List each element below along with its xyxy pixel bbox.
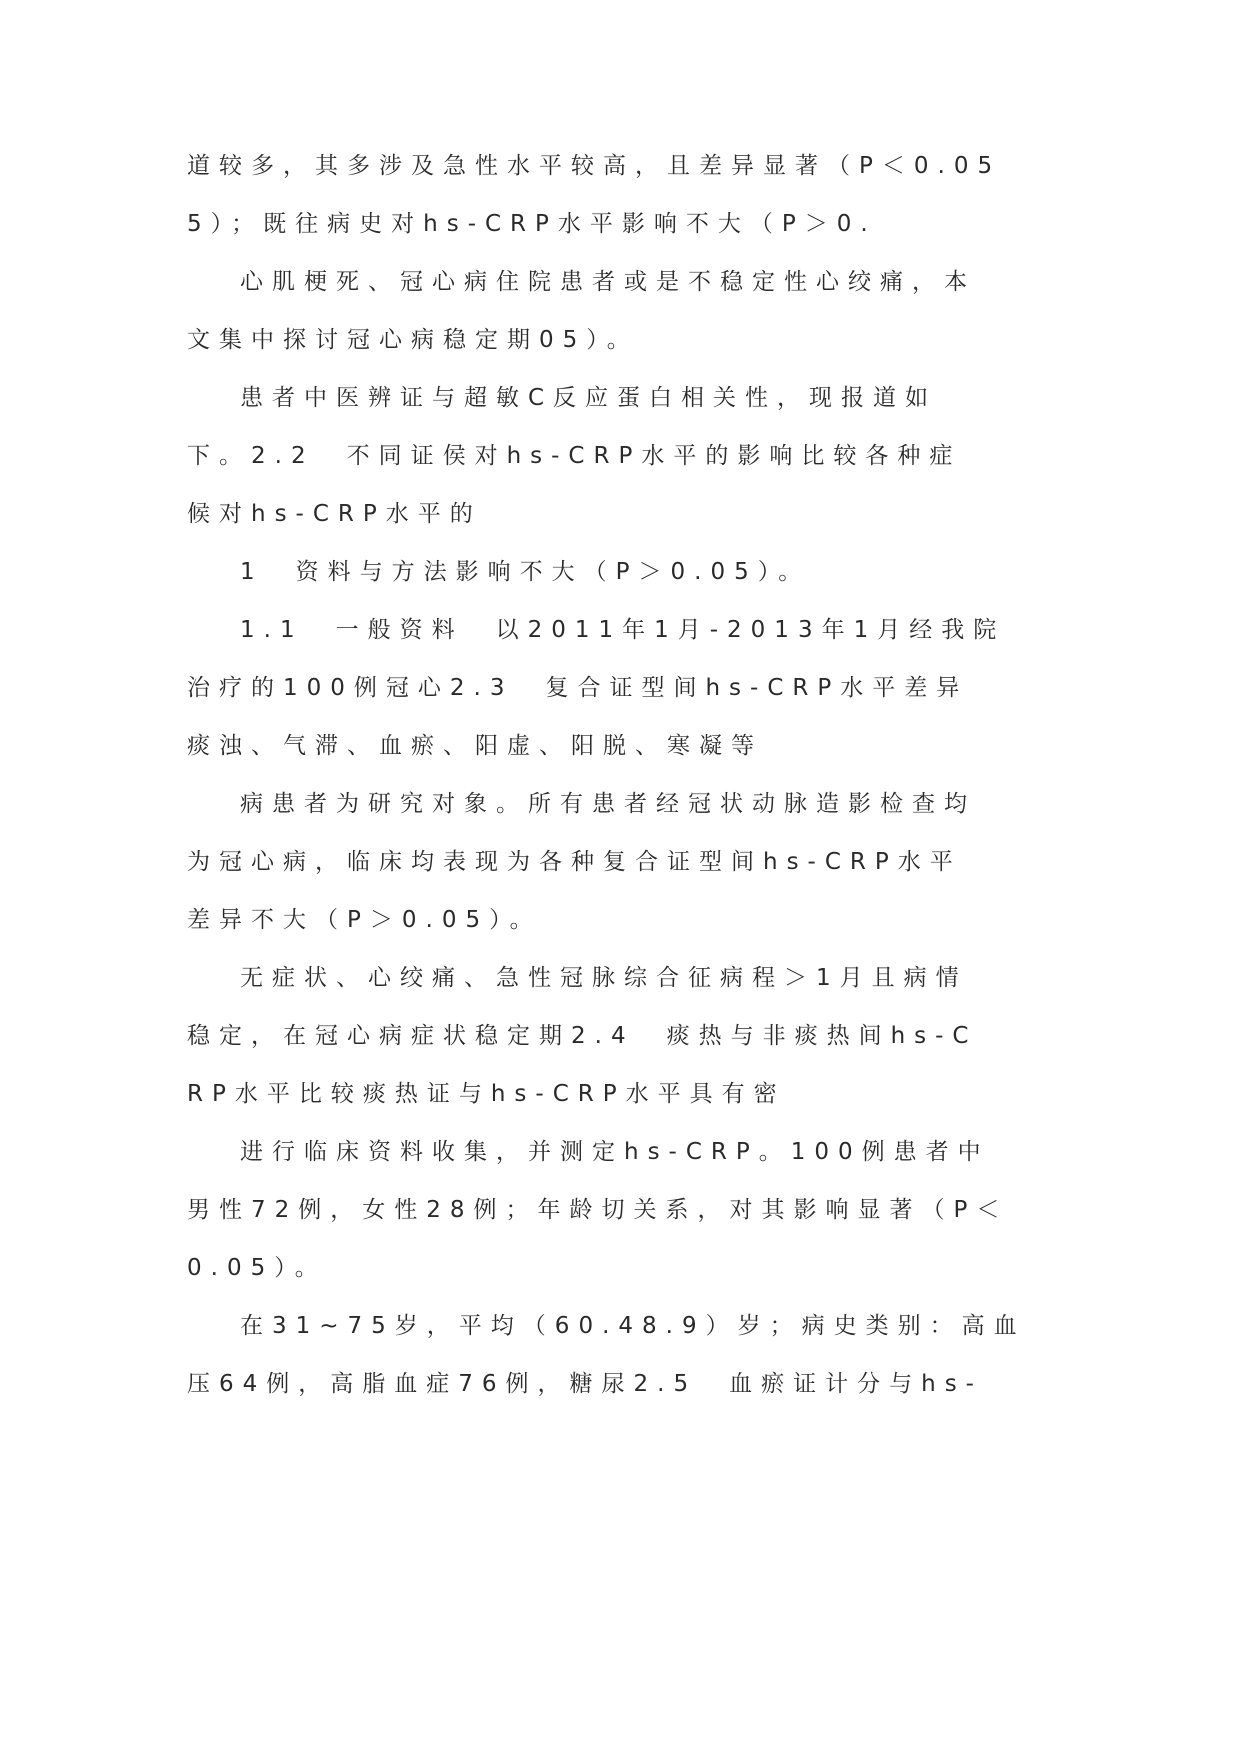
text-line: 5）；既往病史对hs-CRP水平影响不大（P＞0. [187, 211, 877, 237]
text-line: 1 资料与方法影响不大（P＞0.05）。 [240, 559, 811, 585]
text-line: 心肌梗死、冠心病住院患者或是不稳定性心绞痛，本 [240, 269, 976, 295]
text-line: 在31~75岁，平均（60.48.9）岁；病史类别：高血 [240, 1313, 1026, 1339]
text-line: 候对hs-CRP水平的 [187, 501, 482, 527]
text-line: 差异不大（P＞0.05）。 [187, 907, 542, 933]
text-line: 为冠心病，临床均表现为各种复合证型间hs-CRP水平 [187, 849, 962, 875]
text-line: 痰浊、气滞、血瘀、阳虚、阳脱、寒凝等 [187, 733, 763, 759]
text-line: 患者中医辨证与超敏C反应蛋白相关性，现报道如 [240, 385, 938, 411]
text-line: 道较多，其多涉及急性水平较高，且差异显著（P＜0.05 [187, 153, 1002, 179]
text-line: 无症状、心绞痛、急性冠脉综合征病程＞1月且病情 [240, 965, 968, 991]
text-line: 病患者为研究对象。所有患者经冠状动脉造影检查均 [240, 791, 976, 817]
text-line: 下。2.2 不同证侯对hs-CRP水平的影响比较各种症 [187, 443, 962, 469]
text-line: 文集中探讨冠心病稳定期05）。 [187, 327, 639, 353]
text-line: 男性72例，女性28例；年龄切关系，对其影响显著（P＜ [187, 1197, 1009, 1223]
text-line: 1.1 一般资料 以2011年1月-2013年1月经我院 [240, 617, 1006, 643]
text-line: 进行临床资料收集，并测定hs-CRP。100例患者中 [240, 1139, 990, 1165]
text-line: 0.05）。 [187, 1255, 327, 1281]
text-line: 压64例，高脂血症76例，糖尿2.5 血瘀证计分与hs- [187, 1371, 983, 1397]
text-line: 治疗的100例冠心2.3 复合证型间hs-CRP水平差异 [187, 675, 969, 701]
text-line: RP水平比较痰热证与hs-CRP水平具有密 [187, 1081, 786, 1107]
text-line: 稳定，在冠心病症状稳定期2.4 痰热与非痰热间hs-C [187, 1023, 978, 1049]
